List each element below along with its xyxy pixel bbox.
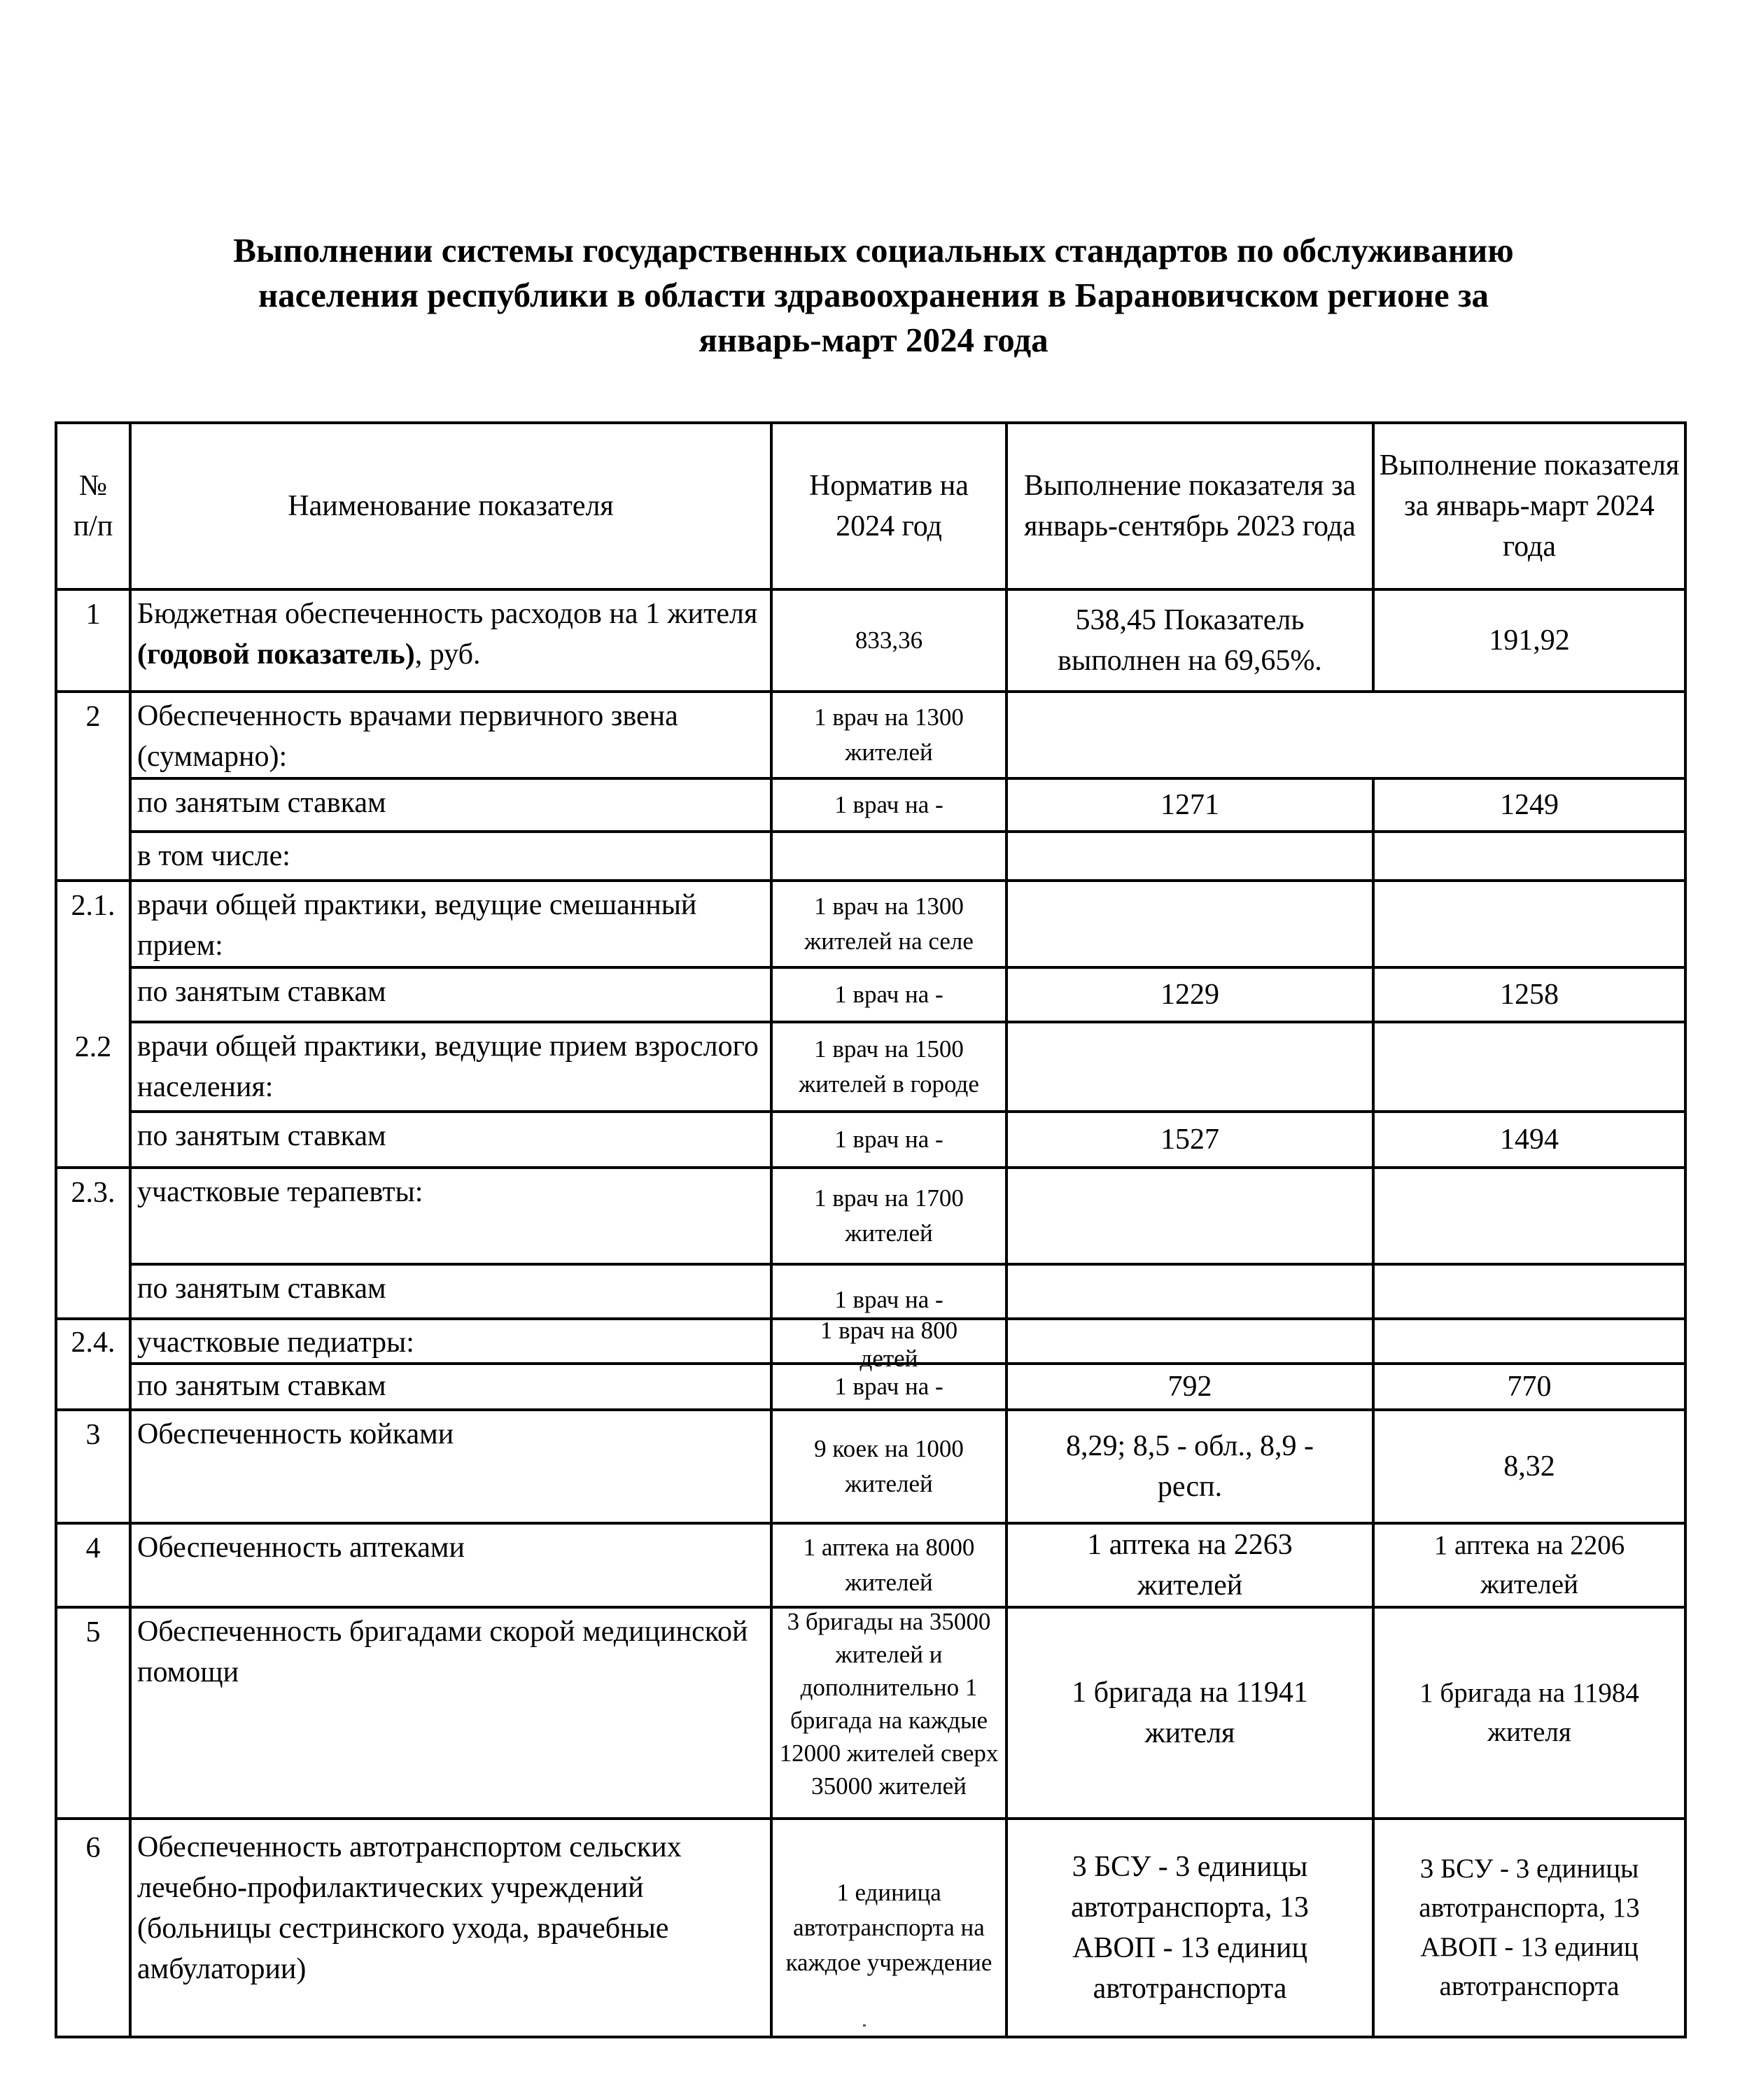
row-norm xyxy=(771,832,1006,881)
row-name: Обеспеченность аптеками xyxy=(130,1523,771,1607)
row-prev: 8,29; 8,5 - обл., 8,9 - респ. xyxy=(1006,1410,1373,1523)
row-norm: 1 единица автотранспорта на каждое учреждение xyxy=(771,1819,1006,2037)
table-row xyxy=(56,1364,1685,1410)
title-line-1: Выполнении системы государственных социальных стандартов по обслуживанию xyxy=(233,231,1514,270)
table-row xyxy=(56,1523,1685,1607)
row-name: по занятым ставкам xyxy=(130,1264,771,1319)
row-norm: 1 врач на 800 детей xyxy=(771,1319,1006,1364)
row-name: врачи общей практики, ведущие смешанный прием: xyxy=(130,881,771,967)
row-norm: 9 коек на 1000 жителей xyxy=(771,1410,1006,1523)
table-row xyxy=(56,967,1685,1022)
row-curr xyxy=(1373,1022,1685,1112)
row-curr: 1 бригада на 11984 жителя xyxy=(1373,1607,1685,1819)
row-name: участковые педиатры: xyxy=(130,1319,771,1364)
row-norm: 1 врач на - xyxy=(771,1264,1006,1319)
row-name: по занятым ставкам xyxy=(130,967,771,1022)
row-norm: 833,36 xyxy=(771,589,1006,692)
table-row xyxy=(56,1022,1685,1112)
table-header-row xyxy=(56,423,1685,589)
table-row xyxy=(56,1319,1685,1364)
row-curr: 1258 xyxy=(1373,967,1685,1022)
table-row xyxy=(56,881,1685,967)
row-curr: 1249 xyxy=(1373,778,1685,832)
row-prev: 3 БСУ - 3 единицы автотранспорта, 13 АВОП - 13 единиц автотранспорта xyxy=(1006,1819,1373,2037)
row-name: по занятым ставкам xyxy=(130,1112,771,1168)
row-curr xyxy=(1373,1168,1685,1264)
header-norm: Норматив на 2024 год xyxy=(771,423,1006,589)
table-row xyxy=(56,1607,1685,1819)
row-number: 6 xyxy=(56,1819,130,2037)
row-number xyxy=(56,1364,130,1410)
row-number: 2.1. xyxy=(56,881,130,967)
row-name: Обеспеченность врачами первичного звена (суммарно): xyxy=(130,692,771,778)
table-row xyxy=(56,1410,1685,1523)
table-row xyxy=(56,1112,1685,1168)
row-number: 4 xyxy=(56,1523,130,1607)
row-prev xyxy=(1006,1022,1373,1112)
row-prev: 792 xyxy=(1006,1364,1373,1410)
row-number: 3 xyxy=(56,1410,130,1523)
row-number: 2.2 xyxy=(56,1022,130,1112)
row-curr: 3 БСУ - 3 единицы автотранспорта, 13 АВОП - 13 единиц автотранспорта xyxy=(1373,1819,1685,2037)
row-norm: 1 врач на - xyxy=(771,1112,1006,1168)
header-curr: Выполнение показателя за январь-март 2024 года xyxy=(1373,423,1685,589)
row-number xyxy=(56,967,130,1022)
row-prev xyxy=(1006,1319,1373,1364)
table-row xyxy=(56,589,1685,692)
standards-table xyxy=(55,421,1687,2038)
table-row xyxy=(56,1264,1685,1319)
row-number: 2.4. xyxy=(56,1319,130,1364)
row-number: 5 xyxy=(56,1607,130,1819)
row-curr xyxy=(1373,1319,1685,1364)
row-prev: 1271 xyxy=(1006,778,1373,832)
row-prev: 1 бригада на 11941 жителя xyxy=(1006,1607,1373,1819)
row-norm: 1 врач на 1300 жителей xyxy=(771,692,1006,778)
row-prev xyxy=(1006,832,1373,881)
row-prev: 1527 xyxy=(1006,1112,1373,1168)
row-curr: 1494 xyxy=(1373,1112,1685,1168)
row-prev xyxy=(1006,1168,1373,1264)
row-name: по занятым ставкам xyxy=(130,778,771,832)
header-name: Наименование показателя xyxy=(130,423,771,589)
table-row xyxy=(56,832,1685,881)
row-curr: 191,92 xyxy=(1373,589,1685,692)
row-norm: 1 врач на 1700 жителей xyxy=(771,1168,1006,1264)
row-prev xyxy=(1006,881,1373,967)
row-number: 2 xyxy=(56,692,130,778)
row-number: 2.3. xyxy=(56,1168,130,1264)
row-number xyxy=(56,778,130,832)
row-name: Обеспеченность бригадами скорой медицинской помощи xyxy=(130,1607,771,1819)
row-norm: 3 бригады на 35000 жителей и дополнительно 1 бригада на каждые 12000 жителей сверх 35000 жителей xyxy=(771,1607,1006,1819)
row-name: в том числе: xyxy=(130,832,771,881)
title-line-3: январь-март 2024 года xyxy=(699,321,1048,359)
row-number xyxy=(56,832,130,881)
row-prev: 538,45 Показатель выполнен на 69,65%. xyxy=(1006,589,1373,692)
table-row xyxy=(56,778,1685,832)
row-prev: 1 аптека на 2263 жителей xyxy=(1006,1523,1373,1607)
row-name: врачи общей практики, ведущие прием взрослого населения: xyxy=(130,1022,771,1112)
row-curr xyxy=(1373,832,1685,881)
row-prev: 1229 xyxy=(1006,967,1373,1022)
row-curr: 1 аптека на 2206 жителей xyxy=(1373,1523,1685,1607)
row-name: Обеспеченность автотранспортом сельских лечебно-профилактических учреждений (больницы сестринского ухода, врачебные амбулатории) xyxy=(130,1819,771,2037)
row-norm: 1 врач на - xyxy=(771,967,1006,1022)
row-norm: 1 врач на - xyxy=(771,778,1006,832)
scan-speck xyxy=(863,2024,866,2026)
row-number xyxy=(56,1112,130,1168)
title-line-2: населения республики в области здравоохранения в Барановичском регионе за xyxy=(258,276,1489,314)
table-row xyxy=(56,1819,1685,2037)
row-curr xyxy=(1373,881,1685,967)
row-curr xyxy=(1373,1264,1685,1319)
header-num: № п/п xyxy=(56,423,130,589)
row-norm: 1 врач на 1500 жителей в городе xyxy=(771,1022,1006,1112)
row-norm: 1 аптека на 8000 жителей xyxy=(771,1523,1006,1607)
table-row xyxy=(56,1168,1685,1264)
row-name: Бюджетная обеспеченность расходов на 1 жителя (годовой показатель), руб. xyxy=(130,589,771,692)
row-name: по занятым ставкам xyxy=(130,1364,771,1410)
document-title xyxy=(56,228,1691,363)
row-prev xyxy=(1006,1264,1373,1319)
row-empty-merged xyxy=(1006,692,1685,778)
row-number: 1 xyxy=(56,589,130,692)
row-number xyxy=(56,1264,130,1319)
row-name: Обеспеченность койками xyxy=(130,1410,771,1523)
row-curr: 770 xyxy=(1373,1364,1685,1410)
header-prev: Выполнение показателя за январь-сентябрь 2023 года xyxy=(1006,423,1373,589)
table-row xyxy=(56,692,1685,778)
row-norm: 1 врач на 1300 жителей на селе xyxy=(771,881,1006,967)
row-name: участковые терапевты: xyxy=(130,1168,771,1264)
row-norm: 1 врач на - xyxy=(771,1364,1006,1410)
row-curr: 8,32 xyxy=(1373,1410,1685,1523)
